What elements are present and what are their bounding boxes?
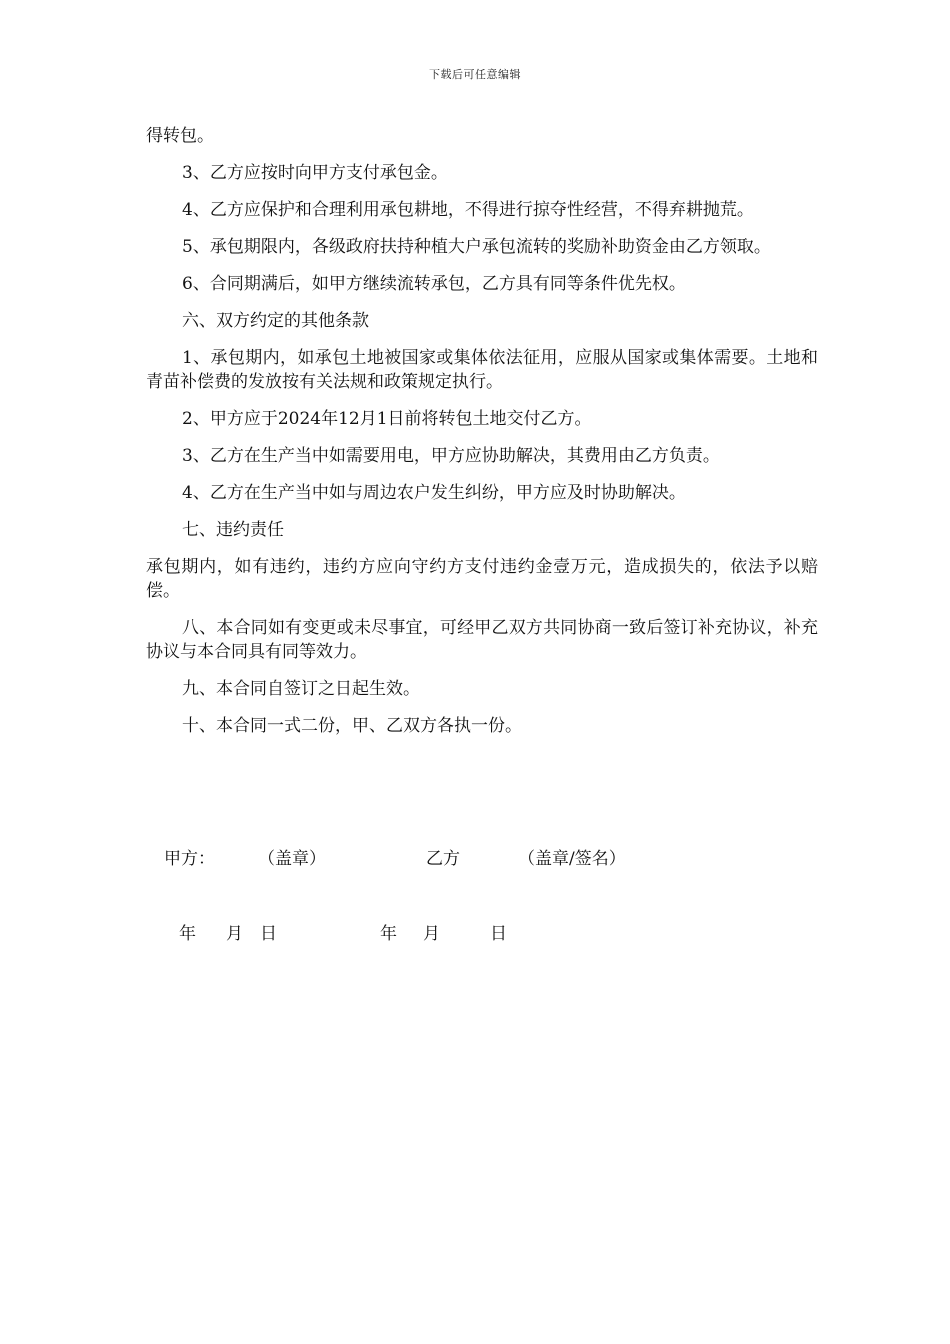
party-b-label: 乙方 xyxy=(426,849,460,869)
party-b-day: 日 xyxy=(490,924,507,944)
section-heading: 七、违约责任 xyxy=(182,520,284,540)
paragraph: 八、本合同如有变更或未尽事宜，可经甲乙双方共同协商一致后签订补充协议，补充协议与本合同具有同等效力。 xyxy=(146,618,818,662)
contract-body xyxy=(146,124,818,751)
party-b-month: 月 xyxy=(423,924,440,944)
paragraph: 十、本合同一式二份，甲、乙双方各执一份。 xyxy=(182,716,522,736)
paragraph: 6、合同期满后，如甲方继续流转承包，乙方具有同等条件优先权。 xyxy=(182,274,686,294)
paragraph: 3、乙方应按时向甲方支付承包金。 xyxy=(182,163,448,183)
paragraph: 1、承包期内，如承包土地被国家或集体依法征用，应服从国家或集体需要。土地和青苗补偿费的发放按有关法规和政策规定执行。 xyxy=(146,348,818,392)
paragraph: 3、乙方在生产当中如需要用电，甲方应协助解决，其费用由乙方负责。 xyxy=(182,446,720,466)
paragraph: 得转包。 xyxy=(146,126,214,146)
header-note: 下载后可任意编辑 xyxy=(429,68,521,81)
party-a-seal: （盖章） xyxy=(258,849,326,869)
paragraph: 4、乙方在生产当中如与周边农户发生纠纷，甲方应及时协助解决。 xyxy=(182,483,686,503)
party-a-year: 年 xyxy=(179,924,196,944)
paragraph: 2、甲方应于2024年12月1日前将转包土地交付乙方。 xyxy=(182,409,592,429)
paragraph: 4、乙方应保护和合理利用承包耕地，不得进行掠夺性经营，不得弃耕抛荒。 xyxy=(182,200,754,220)
section-heading: 六、双方约定的其他条款 xyxy=(182,311,369,331)
party-a-label: 甲方： xyxy=(164,849,215,869)
party-b-year: 年 xyxy=(380,924,397,944)
party-a-day: 日 xyxy=(260,924,277,944)
party-b-seal: （盖章/签名） xyxy=(518,849,626,869)
paragraph: 承包期内，如有违约，违约方应向守约方支付违约金壹万元，造成损失的，依法予以赔偿。 xyxy=(146,557,818,601)
paragraph: 九、本合同自签订之日起生效。 xyxy=(182,679,420,699)
paragraph: 5、承包期限内，各级政府扶持种植大户承包流转的奖励补助资金由乙方领取。 xyxy=(182,237,771,257)
party-a-month: 月 xyxy=(226,924,243,944)
